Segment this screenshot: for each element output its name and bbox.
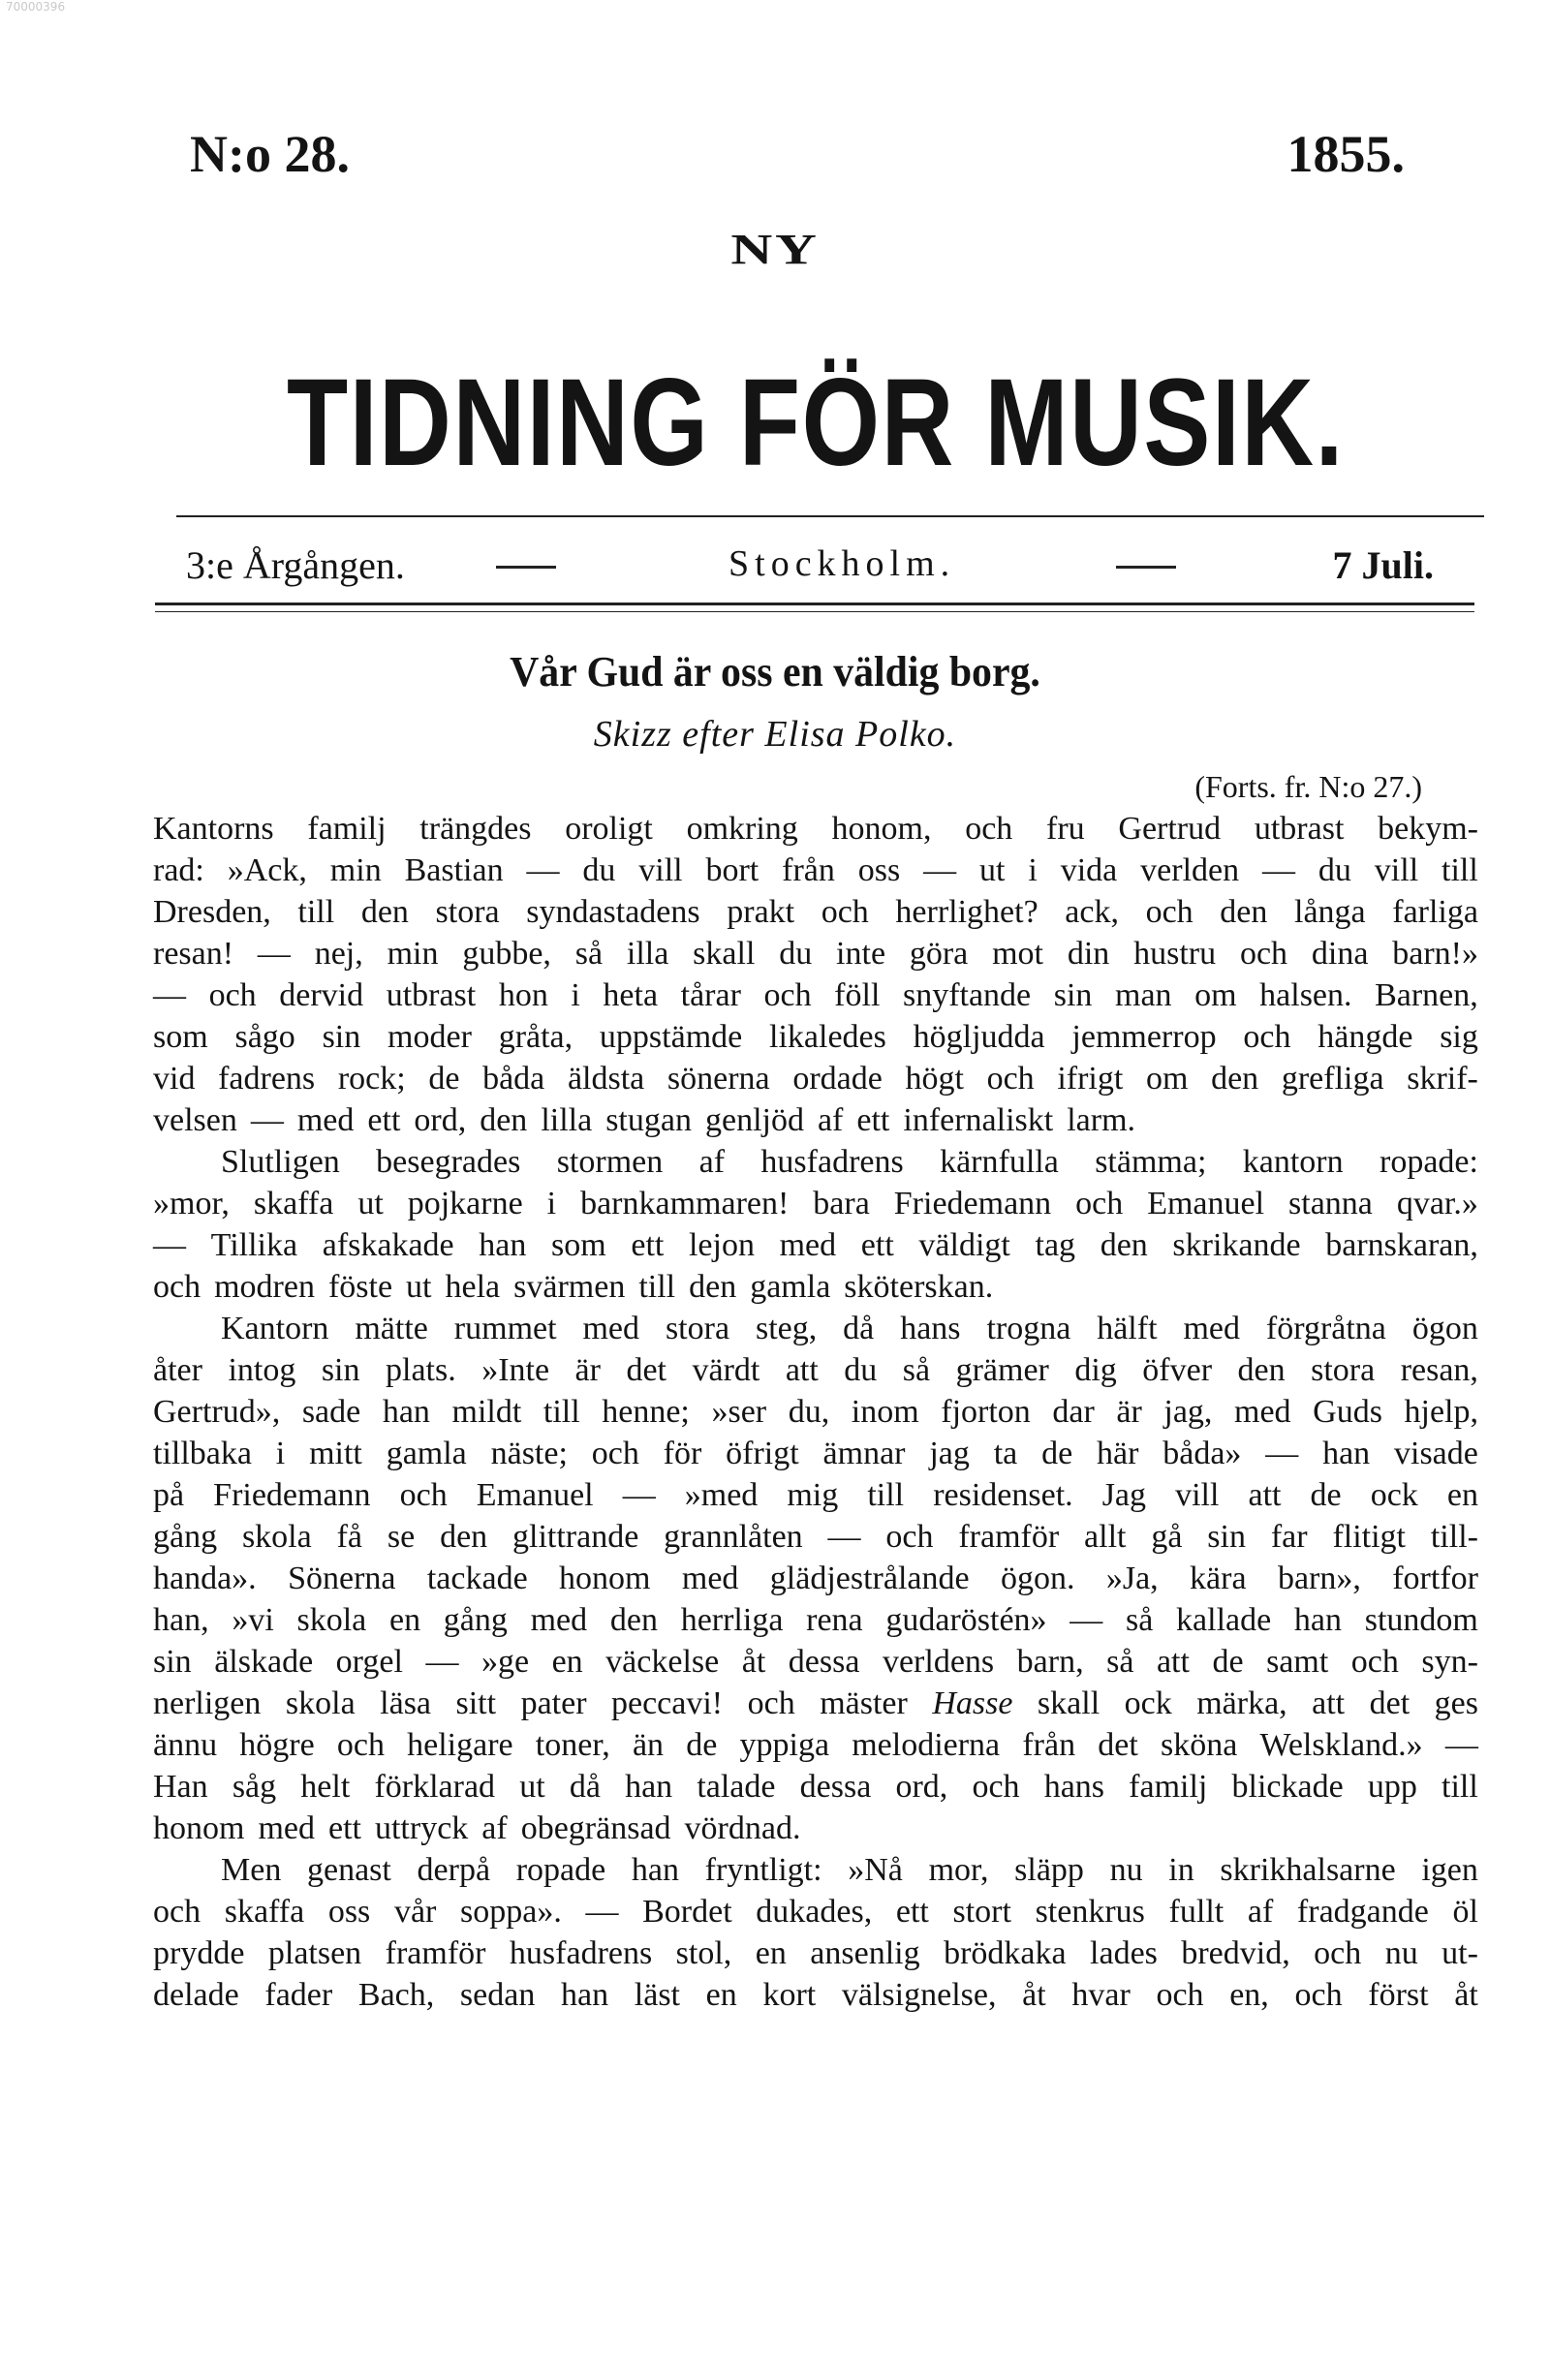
text-line: — Tillika afskakade han som ett lejon med ett väldigt tag den skrikande barnskaran, (153, 1227, 1478, 1263)
text-line: resan! — nej, min gubbe, så illa skall du inte göra mot din hustru och dina barn!» (153, 936, 1478, 972)
masthead-title: TIDNING FÖR MUSIK. (287, 354, 1346, 492)
header-double-rule (155, 603, 1474, 612)
text-line: och modren föste ut hela svärmen till den gamla sköterskan. (153, 1269, 994, 1305)
article-title: Vår Gud är oss en väldig borg. (510, 648, 1040, 695)
scan-id: 70000396 (6, 0, 66, 14)
volume-label: 3:e Årgången. (186, 543, 405, 587)
text-line: och skaffa oss vår soppa». — Bordet dukades, ett stort stenkrus fullt af fradgande öl (153, 1894, 1478, 1930)
text-line: »mor, skaffa ut pojkarne i barnkammaren! bara Friedemann och Emanuel stanna qvar.» (153, 1186, 1478, 1221)
text-line: Kantorns familj trängdes oroligt omkring honom, och fru Gertrud utbrast bekym- (153, 811, 1478, 847)
city-label: Stockholm. (728, 543, 956, 584)
issue-year: 1855. (1286, 125, 1405, 183)
text-line: åter intog sin plats. »Inte är det värdt att du så grämer dig öfver den stora resan, (153, 1352, 1478, 1388)
text-line: han, »vi skola en gång med den herrliga rena gudaröstén» — så kallade han stundom (153, 1602, 1478, 1638)
text-line: sin älskade orgel — »ge en väckelse åt dessa verldens barn, så att de samt och syn- (153, 1644, 1478, 1680)
text-line: som sågo sin moder gråta, uppstämde likaledes högljudda jemmerrop och hängde sig (153, 1019, 1478, 1055)
text-line: ännu högre och heligare toner, än de yppiga melodierna från det sköna Welskland.» — (153, 1727, 1478, 1763)
header-dash (1116, 566, 1176, 569)
text-line: Slutligen besegrades stormen af husfadrens kärnfulla stämma; kantorn ropade: (221, 1144, 1478, 1180)
text-line: — och dervid utbrast hon i heta tårar och föll snyftande sin man om halsen. Barnen, (153, 977, 1478, 1013)
text-line: Han såg helt förklarad ut då han talade dessa ord, och hans familj blickade upp till (153, 1769, 1478, 1805)
article-body (153, 808, 1478, 2016)
text-line: på Friedemann och Emanuel — »med mig till residenset. Jag vill att de ock en (153, 1477, 1478, 1513)
text-line: Men genast derpå ropade han fryntligt: »Nå mor, släpp nu in skrikhalsarne igen (221, 1852, 1478, 1888)
date-label: 7 Juli. (1332, 543, 1434, 587)
text-line: vid fadrens rock; de båda äldsta sönerna ordade högt och ifrigt om den grefliga skrif- (153, 1061, 1478, 1097)
header-dash (496, 566, 556, 569)
text-line: tillbaka i mitt gamla näste; och för öfrigt ämnar jag ta de här båda» — han visade (153, 1436, 1478, 1471)
text-line: velsen — med ett ord, den lilla stugan genljöd af ett infernaliskt larm. (153, 1102, 1136, 1138)
text-line: Kantorn mätte rummet med stora steg, då hans trogna hälft med förgråtna ögon (221, 1311, 1478, 1346)
issue-number: N:o 28. (190, 125, 350, 183)
text-line: Dresden, till den stora syndastadens prakt och herrlighet? ack, och den långa farliga (153, 894, 1478, 930)
text-line: prydde platsen framför husfadrens stol, en ansenlig brödkaka lades bredvid, och nu ut- (153, 1935, 1478, 1971)
header-rule (176, 515, 1484, 517)
masthead (287, 354, 1346, 492)
continuation-note: (Forts. fr. N:o 27.) (1194, 769, 1422, 804)
text-line: delade fader Bach, sedan han läst en kort välsignelse, åt hvar och en, och först åt (153, 1977, 1478, 2013)
text-line: handa». Sönerna tackade honom med glädjestrålande ögon. »Ja, kära barn», fortfor (153, 1561, 1478, 1596)
masthead-ny: NY (730, 226, 820, 273)
text-line: nerligen skola läsa sitt pater peccavi! och mäster Hasse skall ock märka, att det ges (153, 1685, 1478, 1721)
text-line: Gertrud», sade han mildt till henne; »ser du, inom fjorton dar är jag, med Guds hjelp, (153, 1394, 1478, 1430)
article-subtitle: Skizz efter Elisa Polko. (593, 714, 957, 755)
text-line: rad: »Ack, min Bastian — du vill bort från oss — ut i vida verlden — du vill till (153, 852, 1478, 888)
text-line: gång skola få se den glittrande grannlåten — och framför allt gå sin far flitigt till- (153, 1519, 1478, 1555)
text-line: honom med ett uttryck af obegränsad vördnad. (153, 1810, 801, 1846)
